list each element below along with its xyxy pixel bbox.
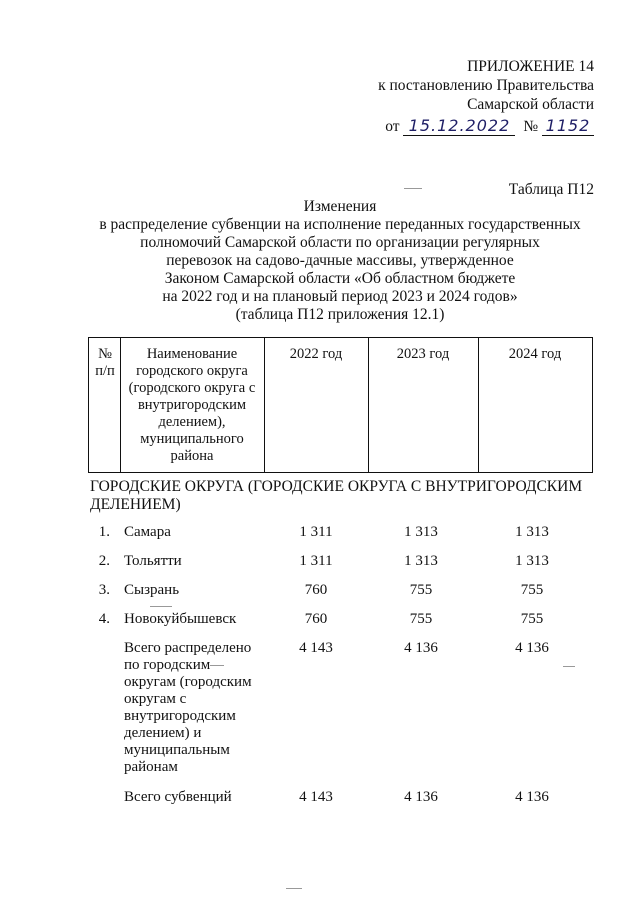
value-2022: 760 xyxy=(304,582,328,598)
row-name: Сызрань xyxy=(124,582,180,598)
row-name: Тольятти xyxy=(124,553,182,569)
section-title: ГОРОДСКИЕ ОКРУГА (ГОРОДСКИЕ ОКРУГА С ВНУТРИГОРОДСКИМ ДЕЛЕНИЕМ) xyxy=(90,478,583,513)
value-2024: 755 xyxy=(520,582,544,598)
title-line: на 2022 год и на плановый период 2023 и 2024 годов» xyxy=(162,288,518,305)
scan-speck xyxy=(286,888,302,889)
row-number: 4. xyxy=(98,611,110,627)
row-number: 2. xyxy=(98,553,110,569)
row-number: 3. xyxy=(98,582,110,598)
row-name: Новокуйбышевск xyxy=(124,611,237,627)
column-divider xyxy=(478,338,479,472)
title-line: перевозок на садово-дачные массивы, утвержденное xyxy=(166,252,514,269)
scan-speck xyxy=(563,666,575,667)
value-2022: 760 xyxy=(304,611,328,627)
scan-speck xyxy=(404,188,422,189)
number-value: 1152 xyxy=(542,116,594,136)
title-line: Законом Самарской области «Об областном бюджете xyxy=(164,270,516,287)
date-value: 15.12.2022 xyxy=(403,116,515,136)
row-number: 1. xyxy=(98,524,110,540)
value-2023: 1 313 xyxy=(404,553,438,569)
value-2024: 1 313 xyxy=(515,524,549,540)
total-distributed-2022: 4 143 xyxy=(299,640,333,656)
appendix-title: ПРИЛОЖЕНИЕ 14 xyxy=(467,58,594,75)
value-2023: 755 xyxy=(409,611,433,627)
number-prefix: № xyxy=(523,118,539,135)
scan-speck xyxy=(210,665,224,666)
total-distributed-2024: 4 136 xyxy=(515,640,549,656)
scan-speck xyxy=(150,606,172,607)
title-line: Изменения xyxy=(303,198,377,215)
table-header xyxy=(88,337,593,473)
date-prefix: от xyxy=(385,118,400,135)
column-divider xyxy=(368,338,369,472)
appendix-header xyxy=(378,57,594,136)
title-line: (таблица П12 приложения 12.1) xyxy=(235,306,445,323)
total-distributed-label: Всего распределено по городским округам (городским округам с внутригородским делением) и муниципальным районам xyxy=(124,640,252,775)
header-num: № п/п xyxy=(95,346,115,379)
header-2023: 2023 год xyxy=(396,346,450,362)
value-2024: 1 313 xyxy=(515,553,549,569)
row-name: Самара xyxy=(124,524,171,540)
header-2024: 2024 год xyxy=(508,346,562,362)
column-divider xyxy=(264,338,265,472)
header-name: Наименование городского округа (городского округа с внутригородским делением), муниципального района xyxy=(128,346,256,464)
title-line: в распределение субвенции на исполнение переданных государственных xyxy=(99,216,581,233)
title-line: полномочий Самарской области по организации регулярных xyxy=(140,234,540,251)
document-title xyxy=(60,198,620,324)
value-2023: 755 xyxy=(409,582,433,598)
value-2022: 1 311 xyxy=(299,553,333,569)
appendix-decree-line: к постановлению Правительства xyxy=(378,77,594,94)
total-subventions-2022: 4 143 xyxy=(299,789,333,805)
total-distributed-2023: 4 136 xyxy=(404,640,438,656)
total-subventions-2023: 4 136 xyxy=(404,789,438,805)
total-subventions-label: Всего субвенций xyxy=(124,789,232,805)
appendix-region-line: Самарской области xyxy=(467,96,594,113)
value-2023: 1 313 xyxy=(404,524,438,540)
header-2022: 2022 год xyxy=(289,346,343,362)
appendix-date-line xyxy=(378,116,594,136)
table-reference: Таблица П12 xyxy=(508,181,594,198)
value-2024: 755 xyxy=(520,611,544,627)
column-divider xyxy=(120,338,121,472)
value-2022: 1 311 xyxy=(299,524,333,540)
total-subventions-2024: 4 136 xyxy=(515,789,549,805)
